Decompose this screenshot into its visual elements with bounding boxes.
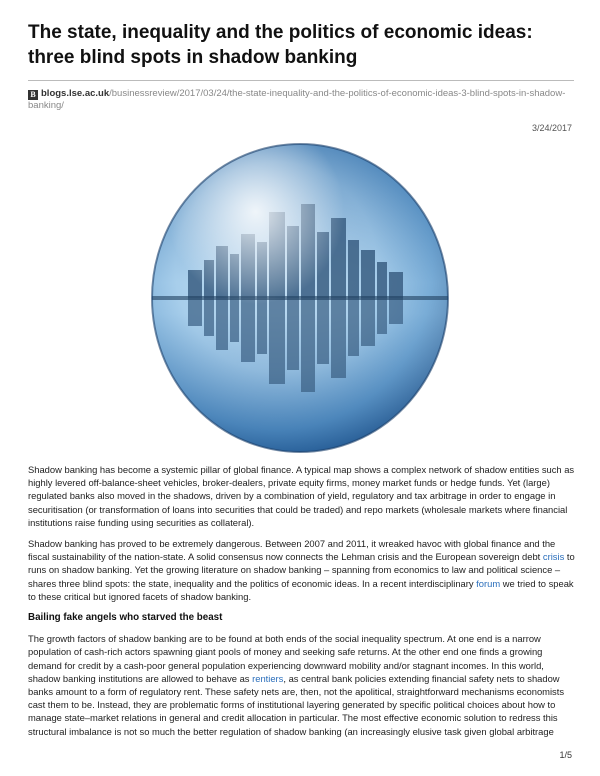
section-heading: Bailing fake angels who starved the beast [28, 612, 223, 624]
paragraph-2 [28, 537, 576, 603]
city-reflection-sphere-image [148, 142, 452, 454]
source-line [28, 88, 576, 112]
article-title: The state, inequality and the politics of economic ideas: three blind spots in shadow banking [28, 22, 533, 68]
paragraph-3-text-b: , as central bank policies extending financial safety nets to shadow banks amount to a form of regulatory rent. These safety nets are, then, not the apolitical, straightforward mechanisms economists cast them to be. Instead, they are problematic forms of institutional layering generated by specific political choices about how to manage state–market relations in general and credit allocation in particular. The most effective economic solution to redress this structural imbalance is not so much the better regulation of shadow banking (an increasingly elusive task given global arbitrage [28, 672, 565, 737]
rentiers-link[interactable]: rentiers [252, 672, 284, 684]
paragraph-2-text-c: we tried to speak to these critical but ignored facets of shadow banking. [28, 577, 574, 602]
paragraph-3-text-a: The growth factors of shadow banking are to be found at both ends of the social inequality spectrum. At one end is a narrow population of cash-rich actors spawning giant pools of money and seeking safe returns. At the other end one finds a growing demand for credit by a cash-poor general population experiencing downward mobility and/or stagnant incomes. In this world, shadow banking institutions are allowed to behave as [28, 633, 544, 684]
source-path: /businessreview/2017/03/24/the-state-inequality-and-the-politics-of-economic-ideas-3-blind-spots-in-shadow-banking/ [28, 88, 566, 111]
blog-favicon-icon: B [28, 90, 38, 100]
paragraph-2-text-b: to runs on shadow banking. Yet the growing literature on shadow banking – spanning from economics to law and political science – shares three blind spots: the state, inequality and the politics of economic ideas. In a recent interdisciplinary [28, 551, 575, 589]
page-number: 1/5 [559, 750, 572, 760]
paragraph-3 [28, 632, 576, 738]
paragraph-2-text-a: Shadow banking has proved to be extremely dangerous. Between 2007 and 2011, it wreaked havoc with global finance and the fiscal sustainability of the nation-state. A solid consensus now connects the Lehman crisis and the European sovereign debt [28, 538, 556, 563]
paragraph-1: Shadow banking has become a systemic pillar of global finance. A typical map shows a complex network of shadow entities such as highly levered off-balance-sheet vehicles, broker-dealers, private equity firms, money market funds or hedge funds. Yet (large) regulated banks also moved in the shadows, driven by a combination of yield, regulatory and tax arbitrage in order to engage in securitisation (or transformation of loans into securities that could be traded) and repo markets (wholesale markets where financial institutions raise funding using securities as collateral). [28, 464, 575, 528]
crisis-link[interactable]: crisis [542, 551, 565, 563]
article-body [28, 463, 576, 746]
title-divider [28, 80, 574, 81]
source-host-link[interactable]: blogs.lse.ac.uk [41, 88, 110, 99]
forum-link[interactable]: forum [476, 577, 501, 589]
publish-date: 3/24/2017 [531, 123, 572, 133]
